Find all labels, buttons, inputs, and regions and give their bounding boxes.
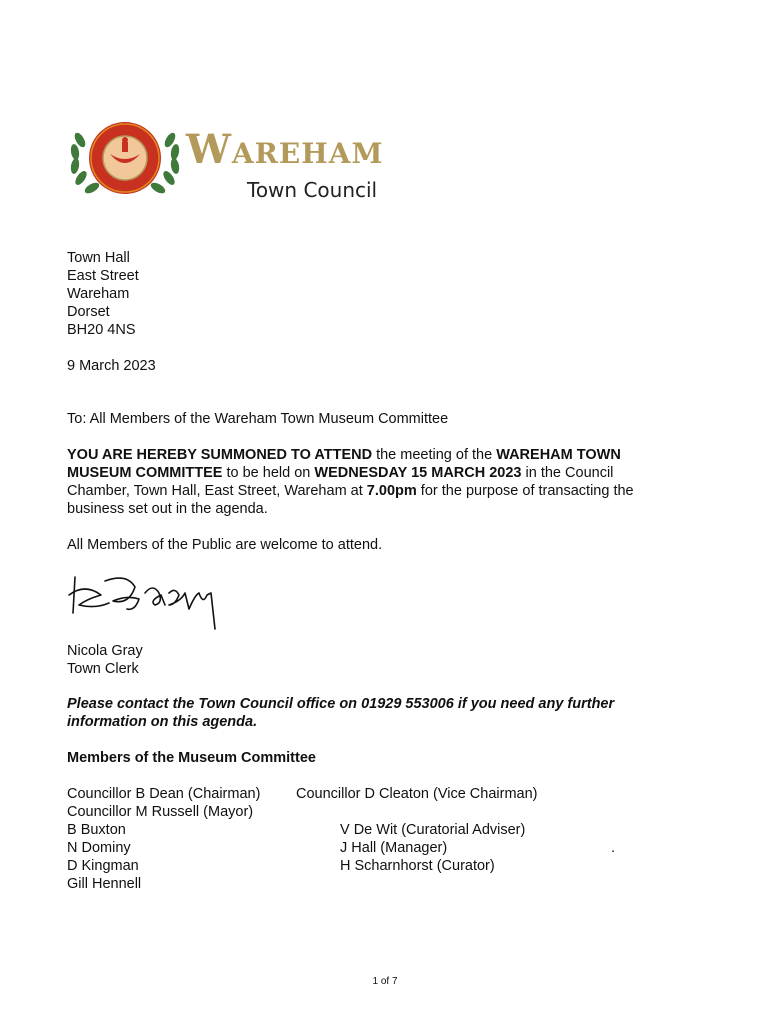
contact-note: Please contact the Town Council office on 01929 553006 if you need any further information on this agenda. — [67, 696, 615, 730]
member-item: Councillor B Dean (Chairman) — [67, 786, 261, 802]
address-line: Wareham — [67, 286, 130, 302]
address-block — [67, 249, 139, 339]
meeting-date: WEDNESDAY 15 MARCH 2023 — [314, 465, 522, 481]
member-item-vice-chair: Councillor D Cleaton (Vice Chairman) — [296, 786, 538, 802]
members-heading: Members of the Museum Committee — [67, 750, 316, 766]
member-item: D Kingman — [67, 858, 139, 874]
stray-mark: . — [611, 840, 616, 856]
handwritten-signature — [65, 565, 230, 635]
committee-name: WAREHAM TOWN MUSEUM COMMITTEE — [67, 447, 621, 481]
summons-text: in the Council Chamber, Town Hall, East Street, Wareham at — [67, 465, 614, 499]
address-line: Town Hall — [67, 250, 130, 266]
council-name-subtitle: Town Council — [247, 178, 378, 202]
council-name-title: Wareham — [186, 126, 384, 173]
letter-date: 9 March 2023 — [67, 358, 156, 374]
meeting-time: 7.00pm — [366, 483, 417, 499]
member-item: Councillor M Russell (Mayor) — [67, 804, 254, 820]
page-number: 1 of 7 — [372, 976, 398, 987]
summons-bold-intro: YOU ARE HEREBY SUMMONED TO ATTEND — [67, 447, 373, 463]
public-welcome-line: All Members of the Public are welcome to attend. — [67, 537, 383, 553]
member-item: N Dominy — [67, 840, 131, 856]
summons-text: the meeting of the — [372, 447, 497, 463]
signatory-name: Nicola Gray — [67, 643, 143, 659]
member-item: V De Wit (Curatorial Adviser) — [340, 822, 526, 838]
address-line: BH20 4NS — [67, 322, 136, 338]
signatory-role: Town Clerk — [67, 661, 139, 677]
recipient-line: To: All Members of the Wareham Town Museum Committee — [67, 411, 449, 427]
address-line: East Street — [67, 268, 139, 284]
members-list-right — [340, 821, 525, 875]
summons-text: to be held on — [222, 465, 315, 481]
member-item: Gill Hennell — [67, 876, 142, 892]
member-item: J Hall (Manager) — [340, 840, 448, 856]
address-line: Dorset — [67, 304, 110, 320]
member-item: B Buxton — [67, 822, 126, 838]
summons-paragraph — [67, 446, 667, 518]
members-list-left — [67, 785, 260, 893]
summons-text: for the purpose of transacting the business set out in the agenda. — [67, 483, 634, 517]
council-seal-logo — [66, 118, 184, 198]
signatory-block — [67, 642, 143, 678]
member-item: H Scharnhorst (Curator) — [340, 858, 495, 874]
